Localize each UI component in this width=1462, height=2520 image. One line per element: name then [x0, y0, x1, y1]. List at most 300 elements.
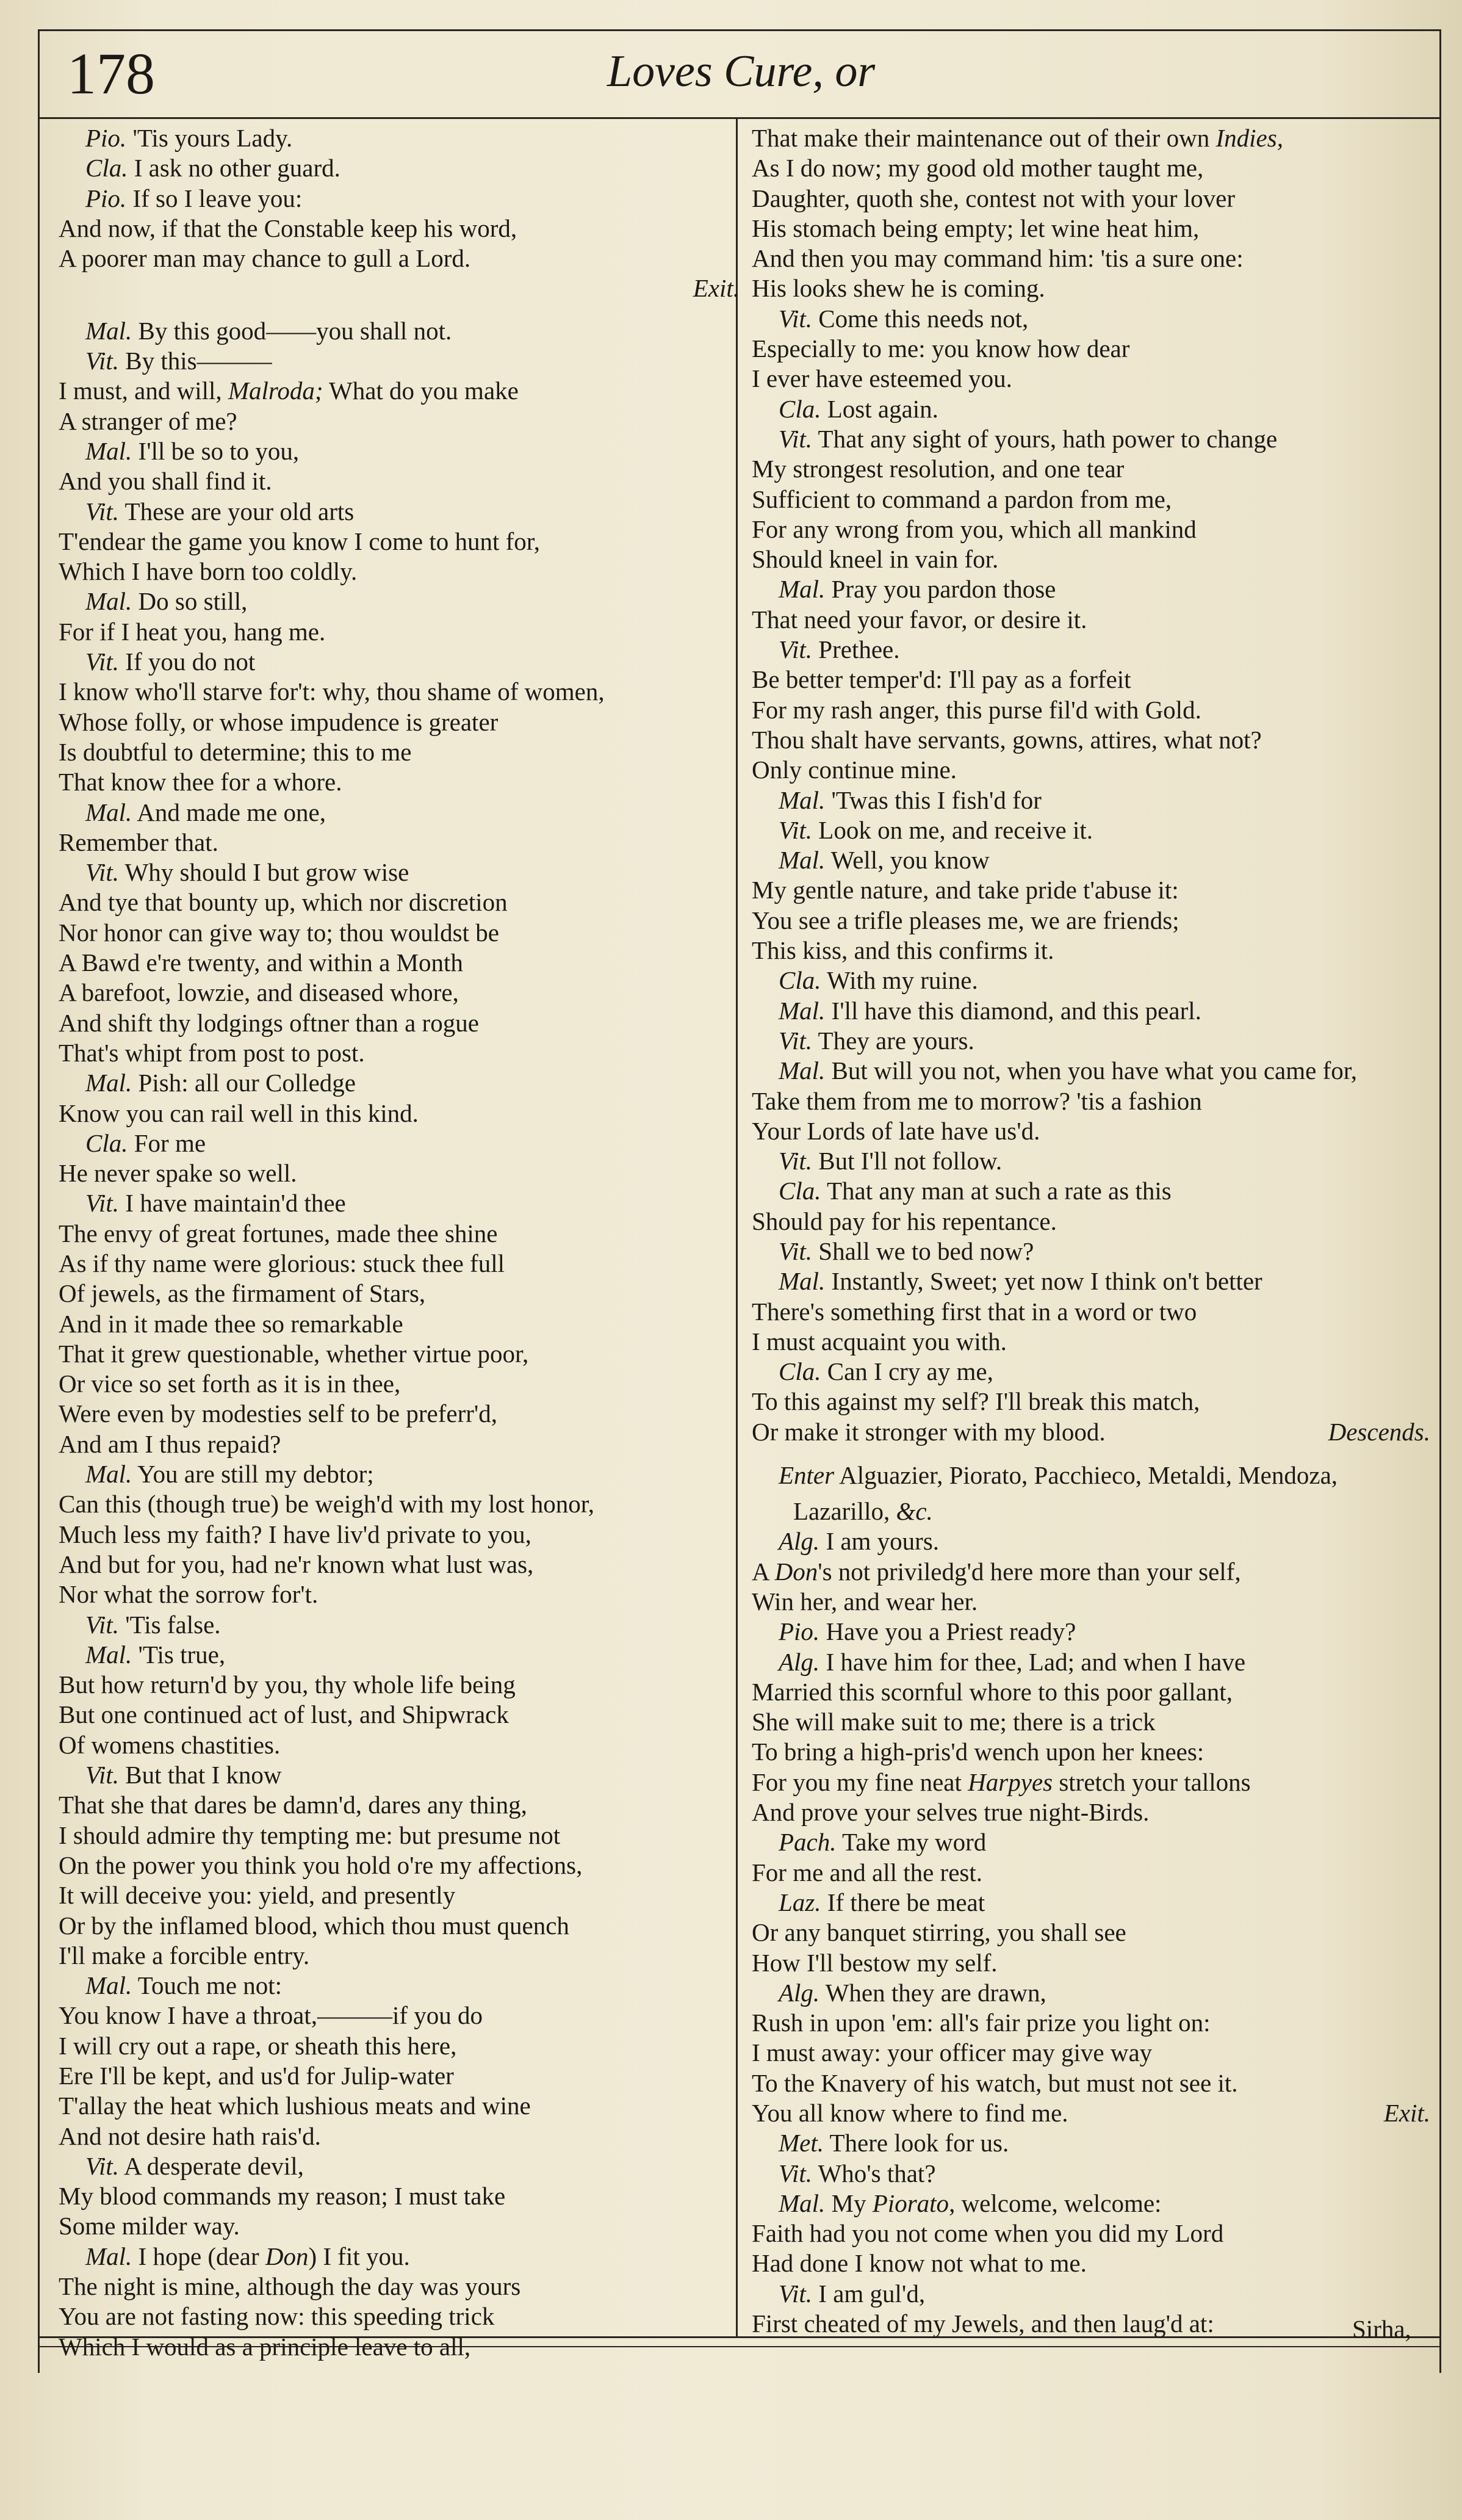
line-text: 'Twas this I fish'd for: [825, 785, 1042, 814]
line-text-tail: stretch your tallons: [1053, 1767, 1251, 1796]
speech-line: [59, 798, 742, 828]
speaker-name: Vit.: [779, 424, 813, 453]
line-text: Only continue mine.: [752, 756, 957, 784]
line-text: Alguazier, Piorato, Pacchieco, Metaldi, Mendoza,: [834, 1461, 1338, 1490]
line-text: Remember that.: [59, 828, 218, 856]
line-text: I have him for thee, Lad; and when I have: [819, 1647, 1246, 1676]
line-text: Should kneel in vain for.: [752, 545, 999, 574]
line-text: If so I leave you:: [126, 184, 303, 212]
verse-line: [59, 1399, 742, 1429]
header-rule: [38, 117, 1441, 119]
line-text: You are still my debtor;: [132, 1460, 374, 1489]
speaker-name: Mal.: [779, 1267, 826, 1296]
line-text: Have you a Priest ready?: [819, 1617, 1076, 1646]
line-text: And tye that bounty up, which nor discretion: [59, 888, 508, 917]
verse-line: [59, 2121, 742, 2151]
verse-line: [752, 214, 1434, 244]
line-text: Be better temper'd: I'll pay as a forfeit: [752, 665, 1131, 694]
speaker-name: Vit.: [85, 347, 120, 375]
speaker-name: Vit.: [779, 2279, 813, 2308]
line-text: And shift thy lodgings oftner than a rogue: [59, 1008, 479, 1037]
verse-line: [59, 1309, 742, 1339]
speaker-name: Mal.: [85, 587, 132, 616]
line-text: A: [752, 1557, 775, 1586]
speaker-name: Vit.: [779, 1237, 813, 1265]
verse-line: [752, 1858, 1434, 1888]
line-text: I know who'll starve for't: why, thou shame of women,: [59, 677, 605, 706]
speaker-name: Vit.: [85, 648, 120, 676]
line-text: To bring a high-pris'd wench upon her knees:: [752, 1738, 1205, 1766]
line-text: For me: [128, 1128, 206, 1157]
line-text: A poorer man may chance to gull a Lord.: [59, 244, 471, 273]
stage-direction-inline: Exit.: [1383, 2099, 1430, 2127]
speech-line: [59, 153, 742, 183]
line-text: Shall we to bed now?: [812, 1237, 1034, 1265]
line-text: Look on me, and receive it.: [812, 815, 1093, 844]
verse-line: [59, 1850, 742, 1880]
line-text: Who's that?: [812, 2159, 936, 2187]
verse-line: [59, 2332, 742, 2362]
line-text: And made me one,: [132, 798, 326, 826]
italic-text: &c.: [896, 1497, 933, 1526]
verse-line: [59, 1790, 742, 1820]
verse-line: [59, 1339, 742, 1369]
verse-line: [752, 123, 1434, 153]
line-text: And you shall find it.: [59, 467, 272, 496]
verse-line: [752, 2219, 1434, 2248]
verse-line: [59, 1880, 742, 1910]
verse-line: [59, 214, 742, 244]
line-text: T'allay the heat which lushious meats and wine: [59, 2092, 531, 2120]
speaker-name: Vit.: [85, 2151, 120, 2180]
catchword: Sirha,: [1352, 2315, 1411, 2343]
line-text: Some milder way.: [59, 2212, 240, 2240]
verse-line: [59, 1700, 742, 1730]
verse-line: [59, 406, 742, 436]
left-text-column: [59, 123, 742, 2362]
speech-line: [59, 647, 742, 677]
line-text: Instantly, Sweet; yet now I think on't better: [825, 1267, 1262, 1296]
line-text: I ever have esteemed you.: [752, 364, 1012, 393]
verse-line: [752, 1297, 1434, 1327]
speech-line: [752, 1026, 1434, 1056]
line-text: When they are drawn,: [819, 1978, 1046, 2007]
line-text: That it grew questionable, whether virtue poor,: [59, 1339, 529, 1368]
speaker-name: Mal.: [85, 436, 132, 465]
line-text: But I'll not follow.: [812, 1147, 1003, 1175]
verse-line: [59, 2061, 742, 2091]
speech-line: [752, 845, 1434, 875]
verse-line: [752, 334, 1434, 364]
line-text: First cheated of my Jewels, and then laug'd at:: [752, 2309, 1214, 2338]
line-text: Pray you pardon those: [825, 575, 1056, 604]
line-text: That need your favor, or desire it.: [752, 605, 1087, 634]
stage-direction-text: Exit.: [693, 274, 740, 303]
speaker-name: Vit.: [85, 858, 120, 887]
line-text: Or any banquet stirring, you shall see: [752, 1918, 1126, 1947]
line-text: But one continued act of lust, and Shipwrack: [59, 1700, 509, 1729]
line-text: As if thy name were glorious: stuck thee full: [59, 1249, 505, 1277]
verse-line: [752, 244, 1434, 273]
line-text: His looks shew he is coming.: [752, 274, 1045, 303]
speaker-name: Laz.: [779, 1888, 821, 1916]
speech-line: [59, 1188, 742, 1218]
line-text: Well, you know: [825, 846, 990, 875]
line-text: Ere I'll be kept, and us'd for Julip-water: [59, 2062, 454, 2090]
page-number: 178: [67, 41, 155, 106]
line-text: Which I have born too coldly.: [59, 557, 358, 586]
verse-line: [59, 1158, 742, 1188]
line-text: Your Lords of late have us'd.: [752, 1116, 1040, 1145]
verse-line: [752, 1557, 1434, 1587]
verse-line: [59, 1219, 742, 1249]
line-text: A stranger of me?: [59, 406, 237, 435]
speech-line: [752, 424, 1434, 454]
verse-line: [59, 2272, 742, 2302]
line-text: Is doubtful to determine; this to me: [59, 737, 412, 766]
line-text: That make their maintenance out of their own: [752, 124, 1216, 152]
line-text: I hope (dear: [132, 2242, 265, 2270]
line-text: Can this (though true) be weigh'd with my lost honor,: [59, 1490, 595, 1518]
line-text: I must acquaint you with.: [752, 1327, 1007, 1356]
line-text: Take my word: [836, 1828, 987, 1857]
line-text: Of jewels, as the firmament of Stars,: [59, 1279, 426, 1308]
speaker-name: Mal.: [85, 1069, 132, 1097]
italic-text: Harpyes: [968, 1767, 1053, 1796]
frame-left-rule: [38, 29, 40, 2373]
line-text: For you my fine neat: [752, 1767, 968, 1796]
speaker-name: Cla.: [85, 1128, 128, 1157]
verse-line: [59, 1008, 742, 1038]
speaker-name: Mal.: [85, 2242, 132, 2270]
verse-line: [59, 767, 742, 797]
verse-line: [59, 557, 742, 587]
speaker-name: Cla.: [779, 1357, 821, 1386]
verse-line: [59, 2001, 742, 2031]
line-text: To this against my self? I'll break this match,: [752, 1387, 1200, 1416]
speaker-name: Vit.: [779, 1026, 813, 1055]
line-text: With my ruine.: [821, 966, 978, 995]
line-text: Which I would as a principle leave to all,: [59, 2332, 471, 2361]
verse-line: [752, 665, 1434, 695]
italic-text: Piorato: [872, 2189, 949, 2217]
line-text: Can I cry ay me,: [821, 1357, 993, 1386]
line-text: There look for us.: [824, 2129, 1009, 2157]
line-text: I am yours.: [819, 1527, 940, 1556]
verse-line: [752, 184, 1434, 214]
verse-line: [752, 544, 1434, 574]
line-text: You all know where to find me.: [752, 2099, 1068, 2127]
line-text: These are your old arts: [119, 497, 355, 525]
speech-line: [59, 184, 742, 214]
speaker-name: Vit.: [779, 815, 813, 844]
speaker-name: Vit.: [85, 1189, 120, 1218]
line-text: She will make suit to me; there is a trick: [752, 1708, 1156, 1736]
line-text: That know thee for a whore.: [59, 768, 342, 796]
speech-line: [752, 1888, 1434, 1918]
verse-line: [752, 936, 1434, 966]
line-text: I'll have this diamond, and this pearl.: [825, 996, 1201, 1025]
line-text: Or vice so set forth as it is in thee,: [59, 1370, 401, 1398]
line-text: I ask no other guard.: [128, 154, 340, 182]
verse-line: [59, 2031, 742, 2061]
line-text: T'endear the game you know I come to hunt for,: [59, 527, 541, 555]
verse-line: [752, 1737, 1434, 1767]
verse-line: [752, 1207, 1434, 1237]
verse-line: [59, 2091, 742, 2121]
speech-line: [59, 123, 742, 153]
verse-line: [752, 605, 1434, 635]
speech-line: [59, 346, 742, 376]
stage-entry: [752, 1460, 1434, 1496]
speech-line: [59, 587, 742, 616]
speaker-name: Vit.: [85, 497, 120, 525]
line-text: Rush in upon 'em: all's fair prize you light on:: [752, 2009, 1211, 2037]
speaker-name: Alg.: [779, 1527, 820, 1556]
speech-line: [59, 1459, 742, 1489]
verse-line: [59, 2181, 742, 2211]
line-text: It will deceive you: yield, and presently: [59, 1881, 456, 1910]
italic-text: Malroda;: [228, 377, 323, 405]
speech-line: [752, 1647, 1434, 1677]
line-text: But will you not, when you have what you came for,: [825, 1056, 1358, 1085]
verse-line: [59, 1249, 742, 1279]
line-text: He never spake so well.: [59, 1159, 297, 1188]
line-text: You see a trifle pleases me, we are friends;: [752, 906, 1179, 934]
line-text: Know you can rail well in this kind.: [59, 1099, 419, 1127]
verse-line: [59, 1730, 742, 1760]
line-text: I'll be so to you,: [132, 436, 300, 465]
line-text: Take them from me to morrow? 'tis a fashion: [752, 1086, 1202, 1115]
speech-line: [752, 1056, 1434, 1086]
speech-line: [752, 1266, 1434, 1296]
speaker-name: Mal.: [85, 798, 132, 826]
verse-line: [752, 1948, 1434, 1978]
line-text: A barefoot, lowzie, and diseased whore,: [59, 978, 459, 1007]
speech-line: [752, 1237, 1434, 1266]
line-text: Nor honor can give way to; thou wouldst be: [59, 918, 499, 947]
verse-line: [59, 466, 742, 496]
line-text: There's something first that in a word or two: [752, 1297, 1197, 1326]
verse-line: [752, 273, 1434, 303]
line-text: And then you may command him: 'tis a sure one:: [752, 244, 1244, 273]
verse-line: [59, 617, 742, 647]
speaker-name: Vit.: [779, 2159, 813, 2187]
verse-line: [59, 1429, 742, 1459]
speaker-name: Vit.: [779, 635, 813, 664]
line-text: That any man at such a rate as this: [821, 1177, 1172, 1205]
line-text: A Bawd e're twenty, and within a Month: [59, 948, 463, 977]
frame-right-rule: [1439, 29, 1441, 2373]
speaker-name: Mal.: [85, 1460, 132, 1489]
line-text: I must, and will,: [59, 377, 228, 405]
verse-line: [752, 454, 1434, 484]
line-text: Touch me not:: [132, 1971, 283, 2000]
line-text-tail: , welcome, welcome:: [949, 2189, 1162, 2217]
verse-line: [59, 1580, 742, 1609]
speech-line: [752, 1176, 1434, 1206]
speaker-name: Met.: [779, 2129, 824, 2157]
line-text: The envy of great fortunes, made thee shine: [59, 1219, 498, 1247]
line-text: For any wrong from you, which all mankind: [752, 514, 1197, 543]
line-text-tail: ) I fit you.: [308, 2242, 410, 2270]
verse-line: [59, 1489, 742, 1519]
line-text: As I do now; my good old mother taught me,: [752, 154, 1204, 182]
line-text: My blood commands my reason; I must take: [59, 2182, 506, 2211]
speaker-name: Pio.: [85, 184, 127, 212]
verse-line: [59, 1520, 742, 1550]
speech-line: [752, 304, 1434, 334]
line-text: Daughter, quoth she, contest not with your lover: [752, 184, 1236, 212]
line-text: That any sight of yours, hath power to change: [812, 424, 1278, 453]
verse-line: [752, 1677, 1434, 1707]
verse-line: [59, 527, 742, 557]
verse-line: [59, 828, 742, 857]
line-text: For my rash anger, this purse fil'd with Gold.: [752, 695, 1201, 724]
line-text: That she that dares be damn'd, dares any thing,: [59, 1791, 527, 1819]
line-text: If you do not: [119, 648, 256, 676]
speech-line: [752, 1357, 1434, 1387]
italic-text: Don: [265, 2242, 309, 2270]
speech-line: [752, 2189, 1434, 2219]
speaker-name: Alg.: [779, 1647, 820, 1676]
speech-line: [752, 996, 1434, 1026]
line-text: My strongest resolution, and one tear: [752, 455, 1125, 483]
verse-line: [59, 677, 742, 707]
verse-line: [59, 2302, 742, 2331]
line-text: Come this needs not,: [812, 304, 1029, 333]
verse-line: [752, 1797, 1434, 1827]
verse-line: [59, 376, 742, 406]
verse-line: [752, 514, 1434, 544]
line-text: Or by the inflamed blood, which thou must quench: [59, 1911, 569, 1940]
line-text: And prove your selves true night-Birds.: [752, 1798, 1150, 1827]
verse-line: [59, 1550, 742, 1580]
speech-line: [752, 966, 1434, 995]
line-text: How I'll bestow my self.: [752, 1948, 998, 1977]
speaker-name: Pach.: [779, 1828, 837, 1857]
speech-line: [59, 857, 742, 887]
verse-line: [752, 695, 1434, 725]
verse-line: [752, 1327, 1434, 1357]
line-text: They are yours.: [812, 1026, 974, 1055]
line-text: To the Knavery of his watch, but must not see it.: [752, 2068, 1238, 2097]
speech-line: [59, 316, 742, 346]
speech-line: [752, 574, 1434, 604]
line-text: That's whipt from post to post.: [59, 1038, 365, 1067]
line-text: Especially to me: you know how dear: [752, 334, 1130, 363]
verse-line: [752, 1767, 1434, 1797]
frame-top-rule: [38, 29, 1441, 31]
line-text: By this good——you shall not.: [132, 316, 452, 345]
speaker-name: Vit.: [85, 1610, 120, 1639]
verse-line: [752, 1918, 1434, 1948]
line-text: I'll make a forcible entry.: [59, 1941, 310, 1969]
line-text: I must away: your officer may give way: [752, 2038, 1153, 2067]
line-text: Nor what the sorrow for't.: [59, 1580, 319, 1609]
speech-line: [59, 436, 742, 466]
line-text: Sufficient to command a pardon from me,: [752, 485, 1172, 513]
speech-line: [752, 635, 1434, 665]
speaker-name: Mal.: [779, 2189, 826, 2217]
line-text: My: [825, 2189, 873, 2217]
line-text: You are not fasting now: this speeding trick: [59, 2302, 495, 2331]
stage-direction-inline: Descends.: [1328, 1417, 1430, 1446]
verse-line: [752, 2038, 1434, 2068]
line-text: Much less my faith? I have liv'd private to you,: [59, 1520, 531, 1548]
verse-line: [59, 707, 742, 737]
line-text: Or make it stronger with my blood.: [752, 1417, 1106, 1446]
verse-line: [752, 1116, 1434, 1146]
line-text: 'Tis yours Lady.: [126, 124, 293, 152]
verse-line: [752, 1417, 1434, 1447]
line-text: Thou shalt have servants, gowns, attires, what not?: [752, 725, 1262, 754]
speech-line: [752, 2279, 1434, 2309]
line-text: 'Tis true,: [132, 1640, 226, 1669]
line-text: Lazarillo,: [793, 1497, 896, 1526]
line-text: Do so still,: [132, 587, 248, 616]
speech-line: [752, 394, 1434, 424]
verse-line: [59, 244, 742, 273]
stage-entry-continued: [752, 1496, 1434, 1526]
line-text: You know I have a throat,———if you do: [59, 2001, 483, 2030]
speech-line: [59, 1068, 742, 1098]
line-text-tail: 's not priviledg'd here more than your self,: [818, 1557, 1241, 1586]
line-text: I am gul'd,: [812, 2279, 926, 2308]
speaker-name: Mal.: [779, 785, 826, 814]
line-text: And am I thus repaid?: [59, 1429, 281, 1458]
line-text: Married this scornful whore to this poor gallant,: [752, 1677, 1233, 1706]
speaker-name: Cla.: [779, 966, 821, 995]
verse-line: [752, 1086, 1434, 1116]
verse-line: [59, 948, 742, 978]
speech-line: [752, 785, 1434, 815]
speech-line: [59, 2151, 742, 2181]
line-text: I will cry out a rape, or sheath this here,: [59, 2031, 457, 2060]
verse-line: [59, 918, 742, 948]
verse-line: [752, 2068, 1434, 2098]
speech-line: [752, 2128, 1434, 2158]
verse-line: [59, 1279, 742, 1309]
verse-line: [752, 1387, 1434, 1417]
line-text: Whose folly, or whose impudence is greater: [59, 707, 499, 736]
speech-line: [752, 1146, 1434, 1176]
line-text: And but for you, had ne'r known what lust was,: [59, 1550, 534, 1578]
line-text: Prethee.: [812, 635, 900, 664]
stage-keyword: Enter: [779, 1461, 835, 1490]
line-text: Pish: all our Colledge: [132, 1069, 356, 1097]
line-text: But how return'd by you, thy whole life being: [59, 1670, 516, 1699]
line-text: I should admire thy tempting me: but presume not: [59, 1821, 561, 1849]
line-text: Faith had you not come when you did my Lord: [752, 2219, 1224, 2248]
speaker-name: Mal.: [85, 316, 132, 345]
speaker-name: Mal.: [779, 1056, 826, 1085]
verse-line: [59, 1099, 742, 1128]
speaker-name: Pio.: [779, 1617, 820, 1646]
speech-line: [752, 1978, 1434, 2008]
line-text: And now, if that the Constable keep his word,: [59, 214, 517, 242]
line-text: The night is mine, although the day was yours: [59, 2272, 521, 2301]
line-text: Why should I but grow wise: [119, 858, 409, 887]
verse-line: [752, 725, 1434, 755]
line-text: Were even by modesties self to be preferr'd,: [59, 1399, 498, 1428]
verse-line: [59, 1038, 742, 1068]
verse-line: [59, 2211, 742, 2241]
line-text: By this———: [119, 347, 272, 375]
verse-line: [752, 2309, 1434, 2339]
line-text: And not desire hath rais'd.: [59, 2121, 321, 2150]
speech-line: [752, 1827, 1434, 1857]
